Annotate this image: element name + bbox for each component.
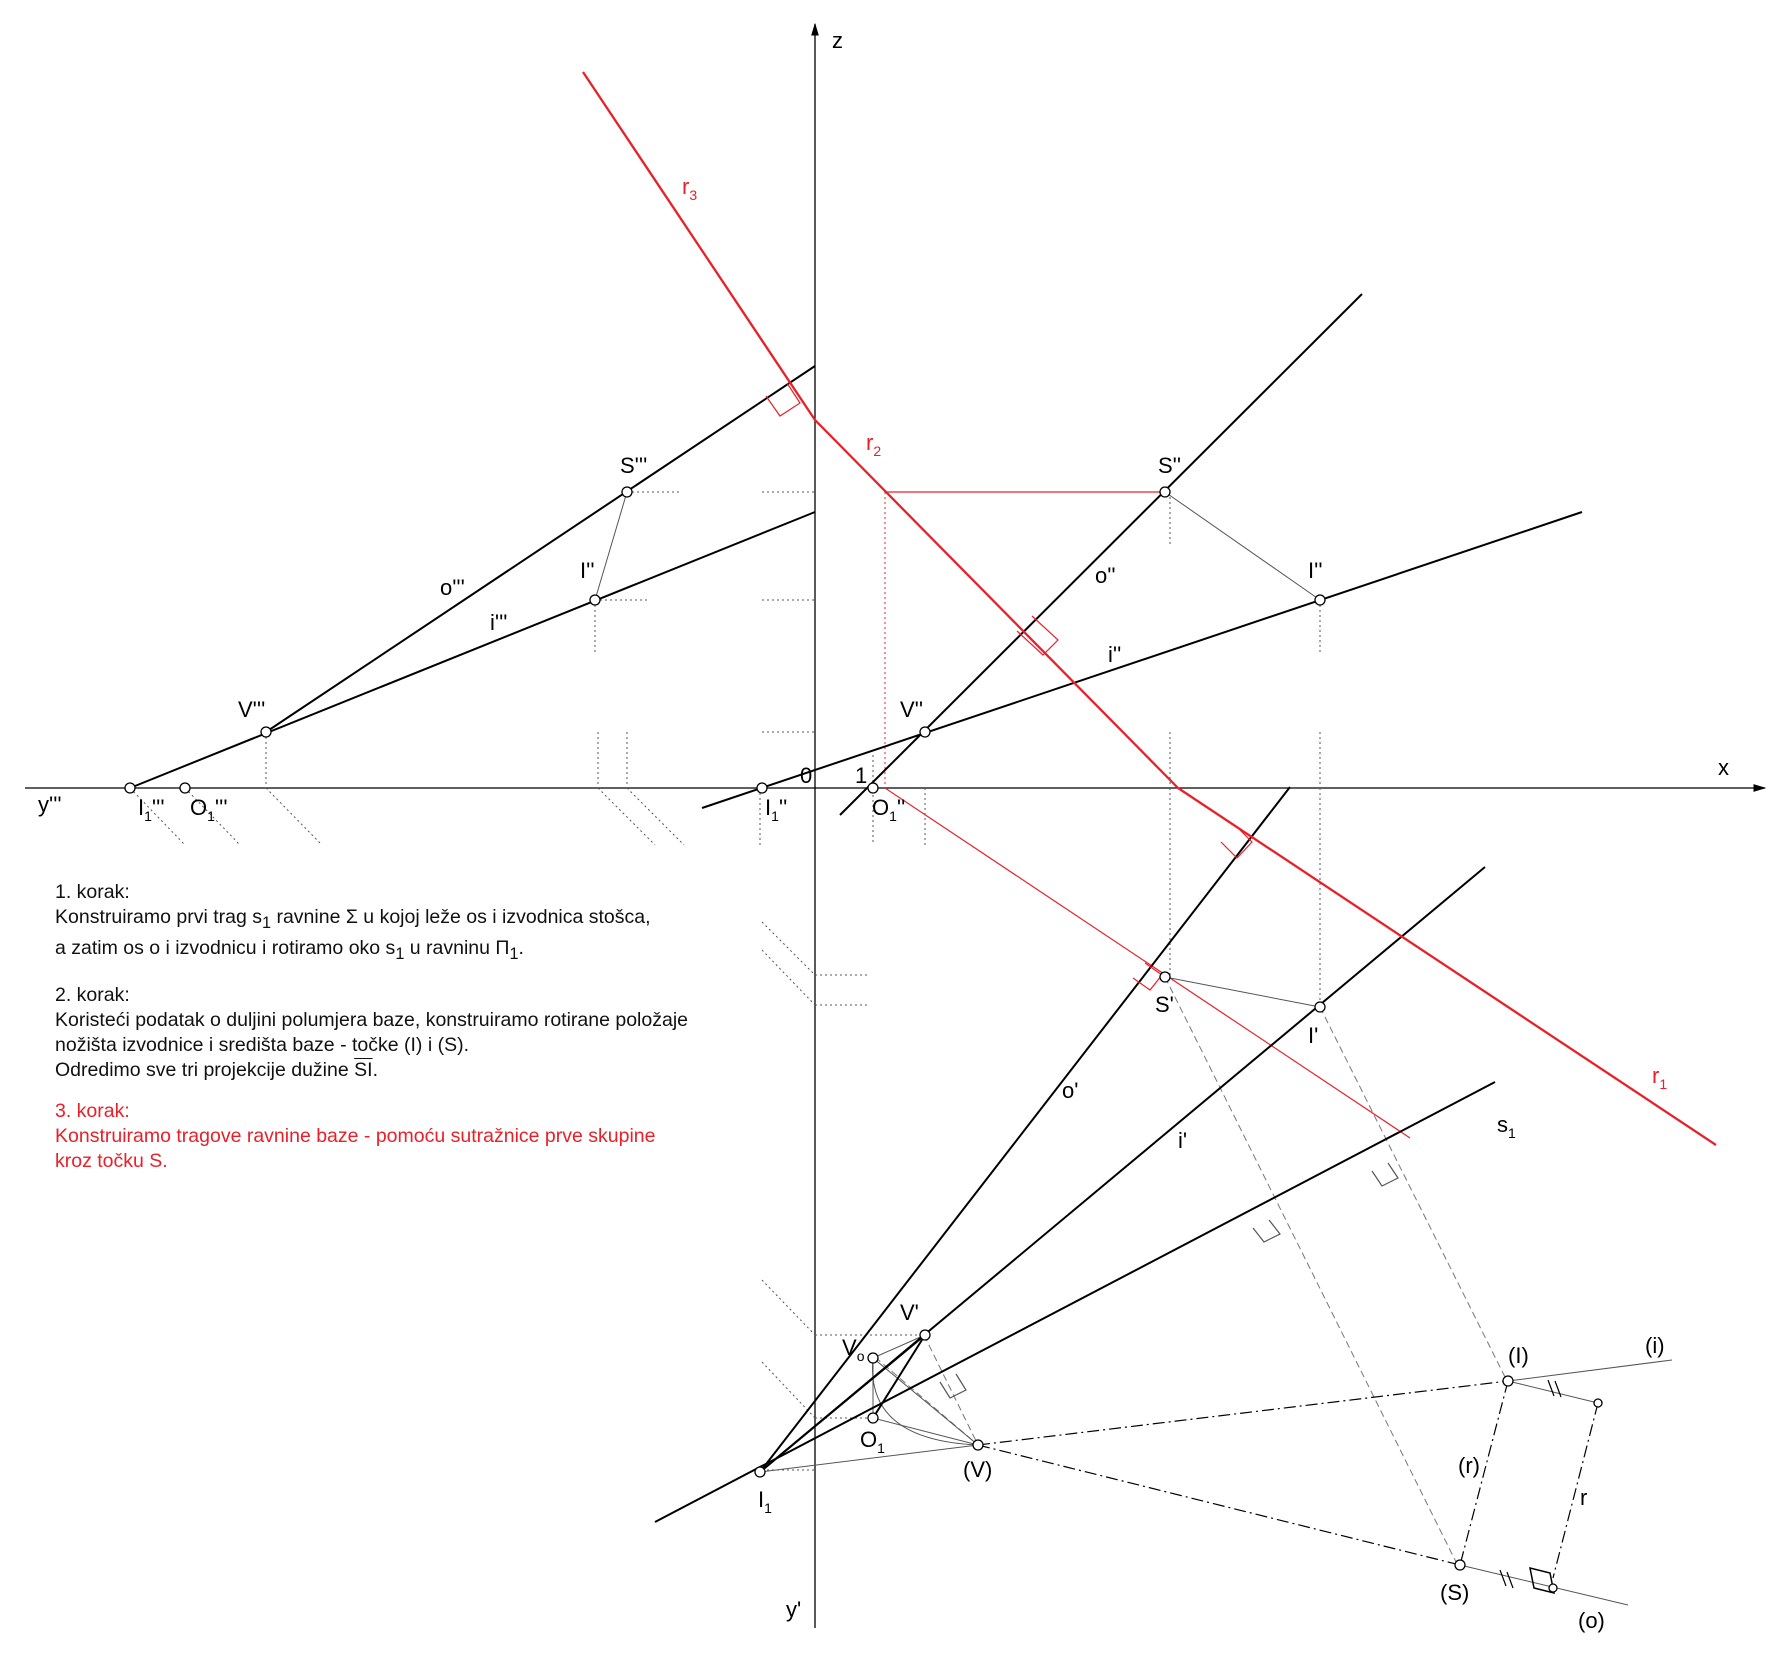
o2-line	[840, 294, 1362, 815]
label-r: r	[1580, 1485, 1588, 1510]
point-I1-2	[757, 783, 767, 793]
v1-o1	[873, 1335, 925, 1418]
construction-steps	[55, 880, 815, 1190]
right-angle-marks	[766, 383, 1554, 1593]
axis-x-label: x	[1718, 755, 1729, 780]
point-S2	[1160, 487, 1170, 497]
point-O1-3	[180, 783, 190, 793]
axis-z-label: z	[832, 28, 843, 53]
point-I2	[1315, 595, 1325, 605]
label-r3: $r_3$	[682, 174, 698, 203]
label-I3: I''	[580, 558, 595, 583]
label-Ir: (I)	[1508, 1343, 1529, 1368]
label-Sr: (S)	[1440, 1580, 1470, 1605]
label-i1: i'	[1178, 1128, 1188, 1153]
point-V3	[261, 727, 271, 737]
label-I1p: I'	[1308, 1023, 1319, 1048]
step-3-title: 3. korak:	[55, 1099, 130, 1122]
step-1: 1. korak: Konstruiramo prvi trag $s_1$ ravnine Σ u kojoj leže os i izvodnica stošca, a zatim os o i izvodnicu i rotiramo oko $s_1$ u ravninu $\Pi_1$.	[55, 881, 651, 963]
dash-dot-lines	[978, 1381, 1598, 1578]
point-I1-3	[125, 783, 135, 793]
label-o1: o'	[1062, 1078, 1079, 1103]
point-O1	[868, 1413, 878, 1423]
step-1-title: 1. korak:	[55, 881, 130, 903]
o3-line	[266, 366, 815, 732]
label-rr: (r)	[1458, 1453, 1480, 1478]
point-Vr	[973, 1440, 983, 1450]
step-2: 2. korak: Koristeći podatak o duljini polumjera baze, konstruiramo rotirane položaje nožišta izvodnice i središta baze - točke (I) i (S). Odredimo sve tri projekcije dužine $\overline{SI}$.	[55, 983, 689, 1081]
label-V1: V'	[900, 1300, 919, 1325]
label-r2: $r_2$	[866, 430, 882, 459]
label-o2: o''	[1095, 563, 1116, 588]
label-O1: $O_1$	[860, 1427, 885, 1456]
label-Vr: (V)	[963, 1457, 993, 1482]
step-3: 3. korak: Konstruiramo tragove ravnine baze - pomoću sutražnice prve skupine kroz točku S.	[55, 1099, 656, 1172]
labels	[38, 28, 1729, 1633]
label-V2: V''	[900, 697, 924, 722]
i3-line	[130, 512, 815, 788]
thin-red-lines	[885, 492, 1410, 1138]
i2-line	[702, 512, 1582, 808]
label-I1-3: $I_1'''$	[138, 795, 165, 824]
label-I1-2: $I_1''$	[765, 795, 788, 824]
point-I3	[590, 595, 600, 605]
r3-trace	[583, 72, 815, 420]
label-Vo: $V_o$	[842, 1335, 865, 1364]
point-rtop	[1594, 1399, 1602, 1407]
label-r1: $r_1$	[1652, 1063, 1668, 1092]
point-Sr	[1455, 1560, 1465, 1570]
label-I2: I''	[1308, 558, 1323, 583]
label-ir: (i)	[1645, 1333, 1665, 1358]
r2-trace	[815, 420, 1178, 788]
label-i2: i''	[1108, 642, 1122, 667]
point-or	[1549, 1584, 1557, 1592]
step-2-title: 2. korak:	[55, 983, 130, 1006]
axis-y3-label: y'''	[38, 792, 62, 817]
label-i3: i'''	[490, 610, 508, 635]
r1-trace	[1178, 788, 1716, 1145]
label-or: (o)	[1578, 1608, 1605, 1633]
label-o3: o'''	[440, 575, 465, 600]
point-Ir	[1503, 1376, 1513, 1386]
label-V3: V'''	[238, 697, 266, 722]
point-I1p	[1315, 1002, 1325, 1012]
unit-one: 1	[855, 763, 868, 788]
label-S1: S'	[1155, 992, 1174, 1017]
label-s1: $s_1$	[1497, 1112, 1516, 1141]
label-S2: S''	[1158, 453, 1182, 478]
point-I1	[755, 1467, 765, 1477]
point-Vo	[868, 1353, 878, 1363]
label-O1-2: $O_1''$	[872, 795, 906, 824]
label-I1: $I_1$	[758, 1487, 772, 1516]
point-S1	[1160, 972, 1170, 982]
point-V1	[920, 1330, 930, 1340]
point-O1-2	[868, 783, 878, 793]
o1-line	[760, 787, 1290, 1472]
point-V2	[920, 727, 930, 737]
label-O1-3: $O_1'''$	[190, 795, 228, 824]
axis-y1-label: y'	[786, 1597, 802, 1622]
axes	[25, 24, 1765, 1628]
label-S3: S'''	[620, 453, 648, 478]
point-S3	[622, 487, 632, 497]
equal-length-ticks	[1500, 1380, 1561, 1588]
origin-zero: 0	[800, 763, 813, 788]
